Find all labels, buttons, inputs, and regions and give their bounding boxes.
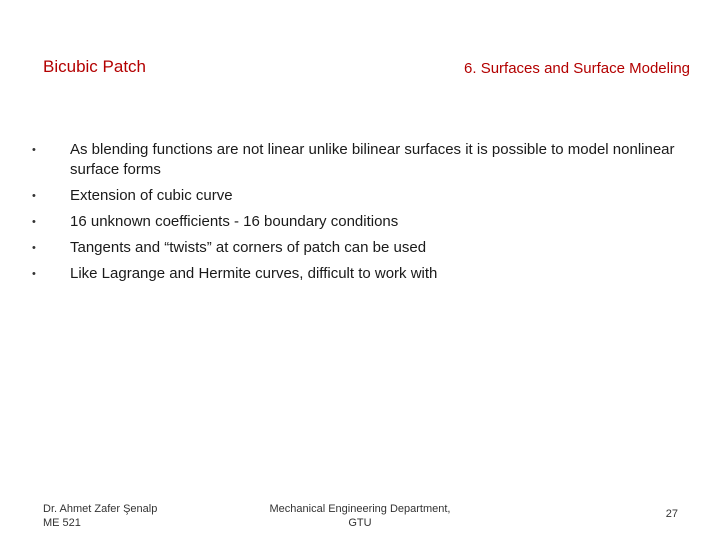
bullet-list: [32, 140, 682, 290]
footer-author: [43, 502, 157, 530]
bullet-text: As blending functions are not linear unlike bilinear surfaces it is possible to model nonlinear surface forms: [70, 141, 675, 178]
list-item: [32, 264, 682, 284]
list-item: [32, 140, 682, 180]
department-name: Mechanical Engineering Department,: [269, 503, 451, 515]
slide-title: Bicubic Patch: [43, 57, 146, 76]
bullet-icon: •: [32, 190, 36, 202]
list-item: [32, 238, 682, 258]
bullet-icon: •: [32, 242, 36, 254]
bullet-icon: •: [32, 268, 36, 280]
list-item: [32, 186, 682, 206]
bullet-icon: •: [32, 216, 36, 228]
institution-name: GTU: [348, 517, 372, 529]
section-title: 6. Surfaces and Surface Modeling: [464, 60, 690, 77]
footer-department: [250, 502, 470, 530]
bullet-text: Extension of cubic curve: [70, 187, 233, 204]
course-code: ME 521: [43, 517, 81, 529]
bullet-icon: •: [32, 144, 36, 156]
page-number: 27: [665, 508, 678, 520]
bullet-text: Tangents and “twists” at corners of patch can be used: [70, 239, 427, 256]
author-name: Dr. Ahmet Zafer Şenalp: [43, 503, 158, 515]
bullet-text: 16 unknown coefficients - 16 boundary conditions: [70, 213, 399, 230]
bullet-text: Like Lagrange and Hermite curves, difficult to work with: [70, 265, 438, 282]
list-item: [32, 212, 682, 232]
